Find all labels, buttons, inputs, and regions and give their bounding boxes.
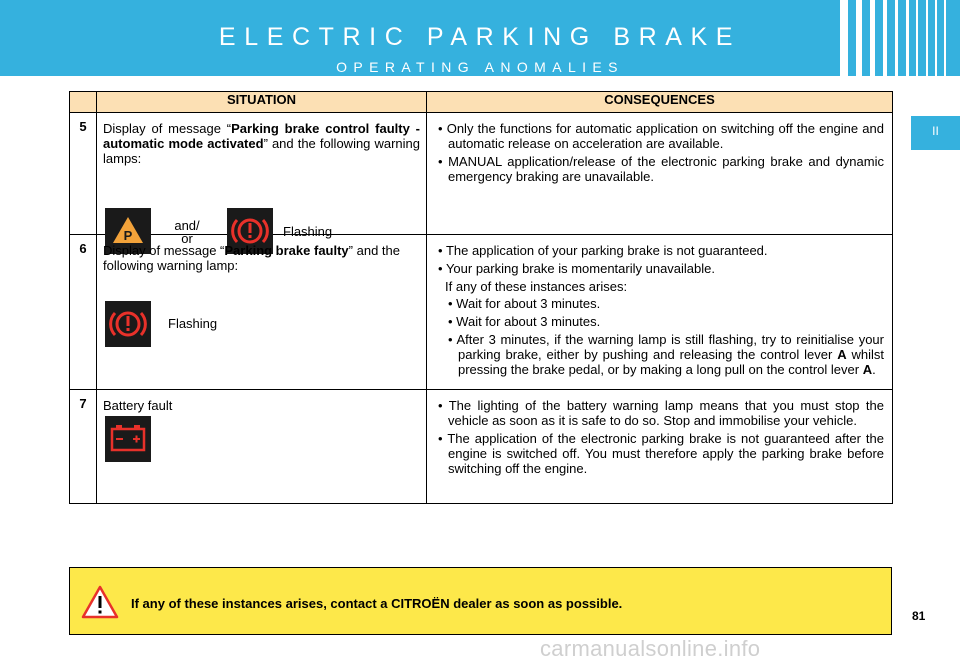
warning-text: If any of these instances arises, contact a CITROËN dealer as soon as possible. xyxy=(131,596,623,611)
table-row xyxy=(70,113,893,235)
consequence-item: • Only the functions for automatic application on switching off the engine and automatic release on acceleration are available. xyxy=(438,121,884,151)
lamp-caption-and-or: and/ or xyxy=(174,218,200,246)
watermark: carmanualsonline.info xyxy=(540,636,761,661)
page-title: ELECTRIC PARKING BRAKE xyxy=(218,23,742,51)
lamp-caption-flashing: Flashing xyxy=(168,316,218,331)
row-number: 5 xyxy=(70,113,97,235)
instance-text: After 3 minutes, if the warning lamp is still flashing, try to reinitialise your parking brake, either by pushing and releasing the control lever xyxy=(456,332,884,362)
consequences-header: CONSEQUENCES xyxy=(427,92,893,113)
header-stripe xyxy=(840,0,848,76)
instance-text: Wait for about 3 minutes. xyxy=(456,296,601,311)
consequence-text: The application of your parking brake is not guaranteed. xyxy=(445,243,768,258)
consequence-item: • The lighting of the battery warning lamp means that you must stop the vehicle as soon as it is safe to do so. Stop and immobilise your vehicle. xyxy=(438,398,884,428)
message-name: Parking brake control faulty - automatic mode activated xyxy=(103,121,420,151)
header-stripe xyxy=(926,0,928,76)
instance-text: whilst pressing the brake pedal, or by making a long pull on the control lever xyxy=(458,347,884,377)
situation-cell xyxy=(97,235,427,390)
consequences-cell xyxy=(427,390,893,504)
consequence-text: The lighting of the battery warning lamp means that you must stop the vehicle as soon as it is safe to do so. Stop and immobilise your vehicle. xyxy=(448,398,884,428)
svg-text:P: P xyxy=(123,228,133,243)
message-suffix: ” and the following warning lamp: xyxy=(103,243,400,273)
header-stripe xyxy=(944,0,946,76)
situation-cell xyxy=(97,113,427,246)
header-stripe xyxy=(870,0,875,76)
brake-warning-icon xyxy=(105,301,151,347)
consequence-text: MANUAL application/release of the electronic parking brake and dynamic emergency braking are unavailable. xyxy=(448,154,884,184)
instance-text: . xyxy=(872,362,876,377)
consequence-item: • MANUAL application/release of the electronic parking brake and dynamic emergency braking are unavailable. xyxy=(438,154,884,184)
message-prefix: Display of message “ xyxy=(103,243,225,258)
consequences-cell xyxy=(427,113,893,235)
anomalies-table xyxy=(69,91,893,504)
message-prefix: Display of message “ xyxy=(103,121,232,136)
lever-label: A xyxy=(862,362,873,377)
lever-label: A xyxy=(837,347,847,362)
situation-header: SITUATION xyxy=(97,92,427,113)
header-stripe xyxy=(935,0,937,76)
header-stripe xyxy=(883,0,887,76)
instance-item: • Wait for about 3 minutes. xyxy=(448,296,601,311)
instance-text: Wait for about 3 minutes. xyxy=(456,314,601,329)
consequences-cell xyxy=(427,235,893,390)
consequence-text: Only the functions for automatic application on switching off the engine and automatic release on acceleration are available. xyxy=(446,121,884,151)
consequence-item: • The application of the electronic parking brake is not guaranteed after the engine is switched off. You must therefore apply the parking brake before switching off the engine. xyxy=(438,431,884,476)
row-number: 6 xyxy=(70,235,97,390)
instances-intro: If any of these instances arises: xyxy=(445,279,628,294)
table-header-row xyxy=(70,92,893,113)
warning-box xyxy=(69,567,892,635)
page-number: 81 xyxy=(912,609,926,623)
instance-item: • Wait for about 3 minutes. xyxy=(448,314,601,329)
page-header xyxy=(0,0,960,76)
consequence-text: The application of the electronic parking brake is not guaranteed after the engine is switched off. You must therefore apply the parking brake before switching off the engine. xyxy=(447,431,884,476)
page-subtitle: OPERATING ANOMALIES xyxy=(336,59,624,75)
battery-warning-icon xyxy=(105,416,151,462)
section-tab[interactable]: II xyxy=(911,116,960,150)
table-row xyxy=(70,390,893,504)
situation-header xyxy=(70,92,97,113)
message-name: Parking brake faulty xyxy=(224,243,349,258)
caution-triangle-icon xyxy=(81,585,119,619)
message-suffix: ” and the following warning lamps: xyxy=(103,136,421,166)
situation-text xyxy=(103,243,420,273)
consequence-item: • Your parking brake is momentarily unavailable. xyxy=(438,261,715,276)
situation-text: Battery fault xyxy=(103,398,173,413)
instance-item: • After 3 minutes, if the warning lamp is still flashing, try to reinitialise your parking brake, either by pushing and releasing the control lever A whilst pressing the brake pedal, or by making a long pull on the control lever A. xyxy=(448,332,884,377)
consequence-text: Your parking brake is momentarily unavailable. xyxy=(445,261,715,276)
header-stripe xyxy=(916,0,918,76)
table-row xyxy=(70,235,893,390)
consequence-item: • The application of your parking brake is not guaranteed. xyxy=(438,243,768,258)
header-stripe xyxy=(906,0,909,76)
situation-cell xyxy=(97,390,427,504)
header-stripe xyxy=(895,0,898,76)
lamp-caption-flashing: Flashing xyxy=(283,224,333,239)
header-stripe xyxy=(856,0,862,76)
row-number: 7 xyxy=(70,390,97,504)
situation-text xyxy=(103,121,420,166)
